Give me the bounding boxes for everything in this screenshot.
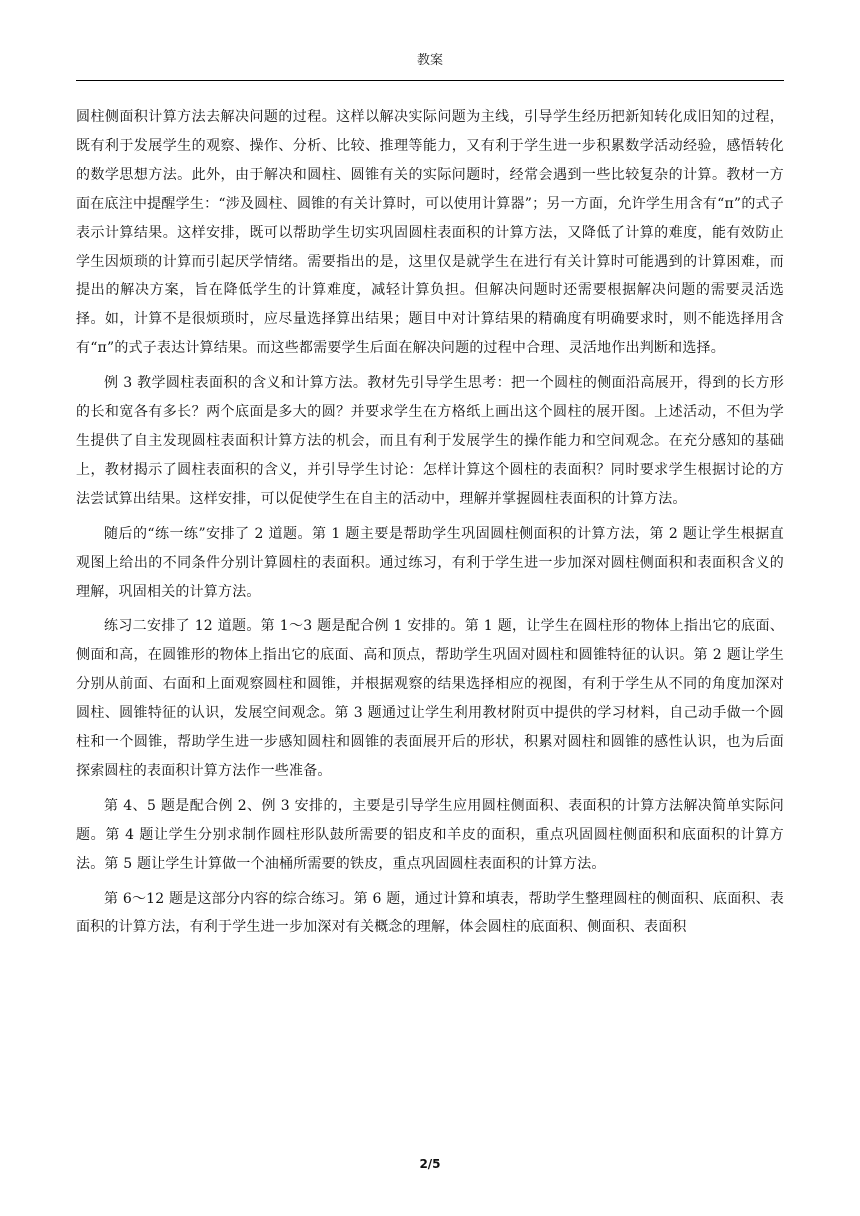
paragraph-6: 第 6～12 题是这部分内容的综合练习。第 6 题，通过计算和填表，帮助学生整理圆柱的侧面积、底面积、表面积的计算方法，有利于学生进一步加深对有关概念的理解，体会圆柱的底面积、侧面积、表面积 bbox=[76, 890, 784, 936]
document-body bbox=[76, 103, 784, 948]
paragraph-4: 练习二安排了 12 道题。第 1～3 题是配合例 1 安排的。第 1 题，让学生在圆柱形的物体上指出它的底面、侧面和高，在圆锥形的物体上指出它的底面、高和顶点，帮助学生巩固对圆柱和圆锥特征的认识。第 2 题让学生分别从前面、右面和上面观察圆柱和圆锥，并根据观察的结果选择相应的视图，有利于学生从不同的角度加深对圆柱、圆锥特征的认识，发展空间观念。第 3 题通过让学生利用教材附页中提供的学习材料，自己动手做一个圆柱和一个圆锥，帮助学生进一步感知圆柱和圆锥的表面展开后的形状，积累对圆柱和圆锥的感性认识，也为后面探索圆柱的表面积计算方法作一些准备。 bbox=[76, 618, 784, 779]
paragraph-2: 例 3 教学圆柱表面积的含义和计算方法。教材先引导学生思考：把一个圆柱的侧面沿高展开，得到的长方形的长和宽各有多长？两个底面是多大的圆？并要求学生在方格纸上画出这个圆柱的展开图。上述活动，不但为学生提供了自主发现圆柱表面积计算方法的机会，而且有利于发展学生的操作能力和空间观念。在充分感知的基础上，教材揭示了圆柱表面积的含义，并引导学生讨论：怎样计算这个圆柱的表面积？同时要求学生根据讨论的方法尝试算出结果。这样安排，可以促使学生在自主的活动中，理解并掌握圆柱表面积的计算方法。 bbox=[76, 375, 784, 507]
paragraph-5: 第 4、5 题是配合例 2、例 3 安排的，主要是引导学生应用圆柱侧面积、表面积的计算方法解决简单实际问题。第 4 题让学生分别求制作圆柱形队鼓所需要的铝皮和羊皮的面积，重点巩固圆柱侧面积和底面积的计算方法。第 5 题让学生计算做一个油桶所需要的铁皮，重点巩固圆柱表面积的计算方法。 bbox=[76, 797, 784, 872]
paragraph-1: 圆柱侧面积计算方法去解决问题的过程。这样以解决实际问题为主线，引导学生经历把新知转化成旧知的过程，既有利于发展学生的观察、操作、分析、比较、推理等能力，又有利于学生进一步积累数学活动经验，感悟转化的数学思想方法。此外，由于解决和圆柱、圆锥有关的实际问题时，经常会遇到一些比较复杂的计算。教材一方面在底注中提醒学生：“涉及圆柱、圆锥的有关计算时，可以使用计算器”；另一方面，允许学生用含有“π”的式子表示计算结果。这样安排，既可以帮助学生切实巩固圆柱表面积的计算方法，又降低了计算的难度，能有效防止学生因烦琐的计算而引起厌学情绪。需要指出的是，这里仅是就学生在进行有关计算时可能遇到的计算困难，而提出的解决方案，旨在降低学生的计算难度，减轻计算负担。但解决问题时还需要根据解决问题的需要灵活选择。如，计算不是很烦琐时，应尽量选择算出结果；题目中对计算结果的精确度有明确要求时，则不能选择用含有“π”的式子表达计算结果。而这些都需要学生后面在解决问题的过程中合理、灵活地作出判断和选择。 bbox=[76, 109, 784, 357]
header-divider bbox=[76, 80, 784, 81]
paragraph-3: 随后的“练一练”安排了 2 道题。第 1 题主要是帮助学生巩固圆柱侧面积的计算方法，第 2 题让学生根据直观图上给出的不同条件分别计算圆柱的表面积。通过练习，有利于学生进一步加深对圆柱侧面积和表面积含义的理解，巩固相关的计算方法。 bbox=[76, 525, 784, 600]
page-number: 2/5 bbox=[419, 1157, 441, 1171]
page-header: 教案 bbox=[416, 53, 443, 68]
